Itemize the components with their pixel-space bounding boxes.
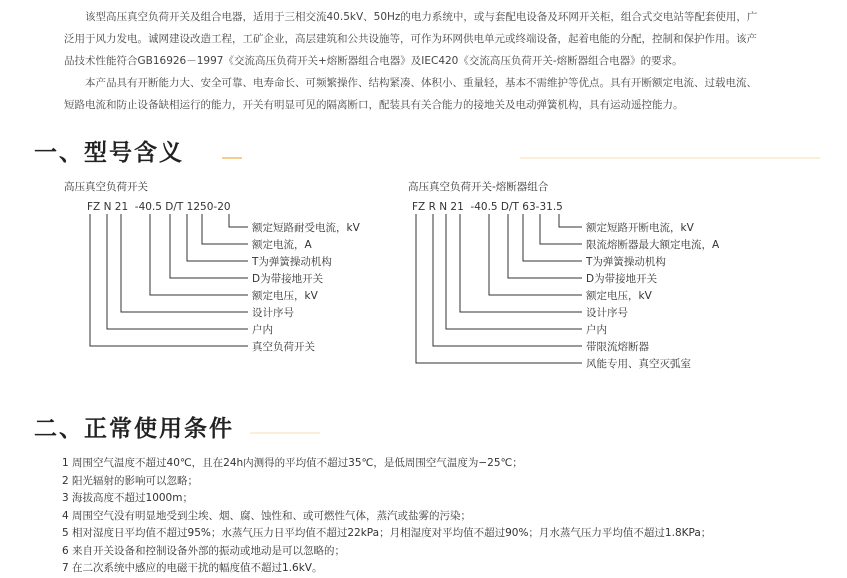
- leader-line: [202, 214, 248, 244]
- leader-line: [508, 214, 582, 278]
- left-label-8: 真空负荷开关: [252, 341, 315, 353]
- right-label-5: 额定电压，kV: [586, 290, 652, 302]
- list-item: 1 周围空气温度不超过40℃，且在24h内测得的平均值不超过35℃，是低周围空气温度为−25℃；: [62, 457, 523, 469]
- left-label-7: 户内: [252, 324, 273, 336]
- intro-paragraph-2-text: 本产品具有开断能力大、安全可靠、电寿命长、可频繁操作、结构紧凑、体积小、重量轻，基本不需维护等优点。具有开断额定电流、过载电流、短路电流和防止设备缺相运行的能力，开关有明显可见的隔离断口，配装具有关合能力的接地关及电动弹簧机构，具有运动遥控能力。: [64, 77, 757, 111]
- leader-line: [489, 214, 582, 295]
- right-label-4: D为带接地开关: [586, 273, 658, 285]
- right-label-9: 风能专用、真空灭弧室: [586, 358, 691, 370]
- left-model-code: FZ N 21 -40.5 D/T 1250-20: [87, 201, 231, 213]
- right-diagram-subtitle: 高压真空负荷开关-熔断器组合: [408, 181, 549, 193]
- leader-line: [150, 214, 248, 295]
- leader-line: [229, 214, 248, 227]
- right-label-2: 限流熔断器最大额定电流，A: [586, 239, 720, 251]
- list-item: 7 在二次系统中感应的电磁干扰的幅度值不超过1.6kV。: [62, 562, 323, 574]
- leader-line: [540, 214, 582, 244]
- heading-accent-line-faint-2: [250, 432, 320, 434]
- leader-line: [523, 214, 582, 261]
- leader-line: [187, 214, 248, 261]
- list-item: 4 周围空气没有明显地受到尘埃、烟、腐、蚀性和、或可燃性气体，蒸汽或盐雾的污染；: [62, 509, 472, 522]
- right-label-6: 设计序号: [586, 307, 628, 319]
- right-model-code: FZ R N 21 -40.5 D/T 63-31.5: [412, 201, 563, 213]
- left-label-3: T为弹簧操动机构: [252, 256, 332, 268]
- right-label-3: T为弹簧操动机构: [586, 256, 666, 268]
- left-diagram-subtitle: 高压真空负荷开关: [64, 181, 148, 193]
- left-label-6: 设计序号: [252, 307, 294, 319]
- leader-line: [121, 214, 248, 312]
- conditions-list: [62, 455, 822, 578]
- right-label-1: 额定短路开断电流，kV: [586, 222, 694, 234]
- section-title-model-meaning: 一、型号含义: [34, 140, 184, 166]
- right-label-8: 带限流熔断器: [586, 341, 649, 353]
- leader-line: [559, 214, 582, 227]
- leader-line: [416, 214, 582, 363]
- list-item: 5 相对湿度日平均值不超过95%；水蒸气压力日平均值不超过22kPa；月相湿度对平均值不超过90%；月水蒸气压力平均值不超过1.8KPa；: [62, 527, 712, 539]
- left-label-1: 额定短路耐受电流，kV: [252, 222, 360, 234]
- leader-line: [460, 214, 582, 312]
- intro-paragraph-1-text: 该型高压真空负荷开关及组合电器，适用于三相交流40.5kV、50Hz的电力系统中，或与套配电设备及环网开关柜，组合式交电站等配套使用，广泛用于风力发电。诚网建设改造工程，工矿企业，高层建筑和公共设施等，可作为环网供电单元或终端设备，起着电能的分配，控制和保护作用。该产品技术性能符合GB16926－1997《交流高压负荷开关+熔断器组合电器》及IEC420《交流高压负荷开关-熔断器组合电器》的要求。: [64, 11, 758, 67]
- left-label-2: 额定电流，A: [252, 239, 312, 251]
- left-label-4: D为带接地开关: [252, 273, 324, 285]
- left-label-5: 额定电压，kV: [252, 290, 318, 302]
- section-title-operating-conditions: 二、正常使用条件: [34, 416, 234, 442]
- list-item: 2 阳光辐射的影响可以忽略；: [62, 474, 199, 487]
- leader-line: [170, 214, 248, 278]
- list-item: 3 海拔高度不超过1000m；: [62, 492, 193, 504]
- list-item: 6 来自开关设备和控制设备外部的振动或地动是可以忽略的；: [62, 544, 346, 557]
- right-label-7: 户内: [586, 324, 607, 336]
- leader-line: [90, 214, 248, 346]
